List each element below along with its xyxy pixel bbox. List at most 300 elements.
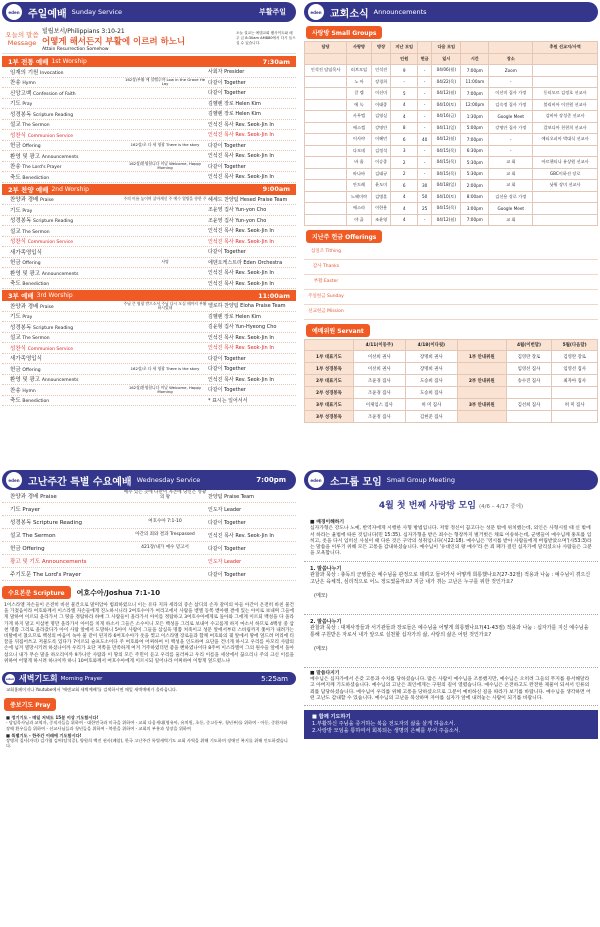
order-leader: 김윤형 집사 Yun-Hyeong Cho xyxy=(208,324,277,331)
table-cell: 볼리비아 이진원 선교사 xyxy=(533,99,598,111)
table-cell: 조윤경 집사 xyxy=(353,387,405,399)
table-cell xyxy=(305,88,347,100)
table-cell: 노 아 xyxy=(347,76,372,88)
order-leader: 인석진 목사 Rev. Seok-Jin In xyxy=(208,132,274,139)
table-cell: 4 xyxy=(391,214,418,226)
table-cell: - xyxy=(418,122,432,134)
table-cell xyxy=(457,411,506,423)
service-name: 3부 예배 xyxy=(8,292,34,300)
order-item-ko: 설교 xyxy=(10,335,21,342)
table-row xyxy=(305,111,598,123)
table-cell xyxy=(305,157,347,169)
table-cell: 이선희 권사 xyxy=(353,363,405,375)
table-cell: 바 울 xyxy=(347,157,372,169)
table-row xyxy=(305,375,598,387)
order-row xyxy=(2,322,296,333)
order-row xyxy=(2,279,296,290)
order-row xyxy=(2,162,296,173)
table-cell: 9 xyxy=(391,65,418,77)
section-title-en: Sunday Service xyxy=(71,8,123,16)
table-cell: - xyxy=(418,157,432,169)
sg-header-cell: 담당 xyxy=(305,42,347,54)
order-item-ko: 찬양과 경배 xyxy=(10,303,39,310)
table-cell: 7:00pm xyxy=(461,88,489,100)
table-cell: 조윤경 집사 xyxy=(353,375,405,387)
table-cell: 허 미 집사 xyxy=(405,399,457,411)
order-item-ko: 축도 xyxy=(10,281,21,288)
table-cell: 이한용 xyxy=(371,203,391,215)
table-cell xyxy=(533,203,598,215)
question-2-head: 2. 말씀나누기 xyxy=(310,618,342,625)
small-groups-label: 사랑방 Small Groups xyxy=(306,26,382,39)
order-item-en: Offering xyxy=(22,367,41,373)
table-cell: 1:30pm xyxy=(461,111,489,123)
sg-header-cell: 지난 모임 xyxy=(391,42,418,54)
order-row xyxy=(2,568,296,581)
offering-row xyxy=(304,290,598,305)
table-cell: 교 회 xyxy=(489,180,533,192)
table-cell xyxy=(305,99,347,111)
table-cell: 장명희 권사 xyxy=(405,363,457,375)
table-cell: 3부 안내위원 xyxy=(457,399,506,411)
order-item xyxy=(2,557,122,565)
small-groups-table xyxy=(304,41,598,226)
table-cell: GBC이하선 장로 xyxy=(533,168,598,180)
table-cell: 김영란 장로 xyxy=(552,351,598,363)
order-detail: 162장/초 다 새 영광 There is the story xyxy=(130,142,200,148)
table-cell: 강명안 집사 가정 xyxy=(489,122,533,134)
special-prayer-items: 장병희 집사(자녀) 김가엽 김씨(담석증), 양원희 백진 권사(폐암), 한국 고난주간 특별새벽기도 교회 사역을 위해 기도하며 장애인 복지를 위해 인도하겠습니다. xyxy=(6,738,288,749)
order-leader: 엘로하 찬양팀 Eloha Praise Team xyxy=(208,303,286,310)
table-cell: 윤도미 xyxy=(371,180,391,192)
table-cell xyxy=(552,411,598,423)
order-item-ko: 성경봉독 xyxy=(10,111,32,118)
order-item-ko: 기도 xyxy=(10,207,21,214)
order-leader: 인석진 목사 Rev. Seok-Jin In xyxy=(208,153,274,160)
order-item-en: The Lord's Prayer xyxy=(22,165,62,171)
section-title: 소그룹 모임 xyxy=(330,476,382,488)
closing-text: 예수님은 십자가에서 온갖 고통과 수치를 당하셨습니다. 많은 사람이 예수님을 조롱했지만, 예수님은 오히려 그들의 무지를 용서해달라고 아버지께 기도하셨습니다. 예수님의 고난은 죄인에게는 구원의 길이 열렸습니다. 예수님은 온전하고도 완전한 제물이 되셔서 인류의 죄를 담당하셨습니다. 예수님이 우리를 위해 고통을 당하셨으므로 그분이 예비하신 길을 따라가 보기를 바랍니다. 예수님을 생각하면 어떤 고난도 감내할 수 있습니다. 예수님의 고난을 묵상하며 자아를 십자가 앞에 내려놓는 사람이 되기를 바랍니다. xyxy=(310,677,591,701)
order-row xyxy=(2,354,296,365)
order-leader: 인석진 목사 Rev. Seok-Jin In xyxy=(208,334,274,341)
question-1-memo: (메모) xyxy=(314,593,328,600)
offering-kind: 주일헌금 Sunday xyxy=(308,294,344,299)
table-cell: 04/15(목) xyxy=(432,168,461,180)
sg-subheader-cell: 일시 xyxy=(432,53,461,65)
order-row xyxy=(2,542,296,555)
background-head: ■ 배경이해하기 xyxy=(310,520,345,525)
service-time: 9:00am xyxy=(262,185,290,193)
sunday-worship-banner xyxy=(2,2,296,22)
table-cell: 김선희 집사 xyxy=(506,399,552,411)
servant-header-cell: 4월(이번달) xyxy=(506,340,552,351)
order-detail: 162장/초 다 새 영광 There is the story xyxy=(130,365,200,371)
table-cell xyxy=(305,180,347,192)
order-item xyxy=(2,120,122,128)
section-title: 주일예배 xyxy=(28,8,67,20)
church-logo: eden xyxy=(6,4,22,20)
church-logo: eden xyxy=(308,472,324,488)
order-item-en: Praise xyxy=(40,198,54,204)
table-cell: 04/12(월) xyxy=(432,214,461,226)
table-cell: - xyxy=(489,134,533,146)
order-detail: 162장/부활 에 할렐루야 Low in the Grave He Lay xyxy=(124,77,206,87)
service-name: 2부 찬양 예배 xyxy=(8,185,49,194)
table-cell xyxy=(305,191,347,203)
order-item-en: Invocation xyxy=(40,70,64,76)
table-cell: 허 미 집사 xyxy=(552,399,598,411)
order-item-ko: 광고 및 기도 xyxy=(10,559,41,565)
order-leader: 다같이 Together xyxy=(208,519,246,526)
order-item xyxy=(2,206,122,214)
order-item xyxy=(2,544,122,552)
group-prayer-1: 1.부활하신 주님을 증거하는 복음 전도자의 삶을 살게 하옵소서. xyxy=(312,721,456,728)
order-leader: 인석진 목사 Rev. Seok-Jin In xyxy=(208,345,274,352)
order-item-en: Offering xyxy=(22,546,45,552)
sg-subheader-cell: 시간 xyxy=(461,53,489,65)
table-cell: 5:30pm xyxy=(461,168,489,180)
order-item-ko: 기도 xyxy=(10,507,21,513)
table-cell xyxy=(305,134,347,146)
order-item-en: Confession of Faith xyxy=(33,91,76,97)
order-item xyxy=(2,492,122,500)
order-leader: 다같이 Together xyxy=(208,366,246,373)
offering-kind: 부활 Easter xyxy=(313,279,339,284)
order-row xyxy=(2,141,296,152)
order-item-ko: 성찬식 xyxy=(10,132,26,139)
order-item-ko: 헌금 xyxy=(10,546,21,552)
order-item-ko: 성찬식 xyxy=(10,345,26,352)
order-item-en: Communion Service xyxy=(27,240,73,246)
order-item xyxy=(2,195,122,203)
table-cell: - xyxy=(489,76,533,88)
announcements-section xyxy=(304,2,598,458)
table-cell: 송수진 집사 xyxy=(506,375,552,387)
order-leader: 헤세드 찬양팀 Hesed Praise Team xyxy=(208,196,288,203)
table-cell: 1부 성경봉독 xyxy=(305,363,354,375)
table-cell xyxy=(305,168,347,180)
table-cell: 1부 안내위원 xyxy=(457,351,506,363)
table-cell: 7:00pm xyxy=(461,214,489,226)
group-prayer-2: 2.사랑방 모임을 통하여서 회복되는 생명의 은혜를 부어 주옵소서. xyxy=(312,728,461,735)
offering-row xyxy=(304,260,598,275)
section-title-en: Small Group Meeting xyxy=(386,476,455,484)
table-cell: 04/12(월) xyxy=(432,88,461,100)
table-cell: 5 xyxy=(391,88,418,100)
worship-services xyxy=(2,56,296,406)
order-item-en: Announcements xyxy=(41,271,79,277)
order-leader: 김헬렌 장로 Helen Kim xyxy=(208,111,261,118)
order-item-ko: 환영 및 광고 xyxy=(10,377,41,384)
table-cell: 에스겔 xyxy=(347,122,372,134)
background-section xyxy=(304,517,598,562)
table-cell: 04/15(목) xyxy=(432,145,461,157)
table-cell xyxy=(552,387,598,399)
table-cell: 2:00pm xyxy=(461,180,489,192)
order-item-ko: 찬송 xyxy=(10,80,21,87)
table-row xyxy=(305,214,598,226)
order-item-en: Offering xyxy=(22,144,41,150)
order-item-en: The Sermon xyxy=(22,533,56,539)
table-cell xyxy=(506,411,552,423)
order-row xyxy=(2,205,296,216)
table-cell: 이태종 xyxy=(371,99,391,111)
morning-prayer-note: 교회홈페이지나 Youtube에서 '에덴교회 새벽예배'를 검색하시면 매일 새벽예배가 올라옵니다. xyxy=(6,687,178,693)
order-leader: 조윤영 집사 Yun-yon Cho xyxy=(208,207,267,214)
sg-header-cell: 후원 선교지/사역 xyxy=(533,42,598,54)
table-row xyxy=(305,168,598,180)
table-cell: 강명안 xyxy=(371,122,391,134)
order-item xyxy=(2,505,122,513)
table-cell xyxy=(305,145,347,157)
service-name-en: 2nd Worship xyxy=(51,185,89,193)
sg-header-cell xyxy=(489,42,533,54)
order-item-ko: 새가족영입식 xyxy=(10,249,42,256)
table-row xyxy=(305,351,598,363)
order-item xyxy=(2,531,122,539)
order-item xyxy=(2,162,122,170)
table-cell xyxy=(305,122,347,134)
table-cell: - xyxy=(418,111,432,123)
table-cell: 이혜민 xyxy=(371,134,391,146)
order-item-ko: 환영 및 광고 xyxy=(10,153,41,160)
special-prayer-head: ■ 특별기도 - 한주간 이래에 기도합시다! xyxy=(6,732,82,738)
table-row xyxy=(305,411,598,423)
table-cell xyxy=(533,214,598,226)
table-cell xyxy=(533,65,598,77)
order-leader: 다같이 Together xyxy=(208,355,246,362)
table-cell: 다모데 xyxy=(347,145,372,157)
order-item xyxy=(2,152,122,160)
question-2 xyxy=(304,615,598,668)
table-cell: - xyxy=(418,145,432,157)
table-cell: 11:00am xyxy=(461,76,489,88)
order-item xyxy=(2,344,122,352)
order-item-ko: 임재의 기원 xyxy=(10,69,39,76)
order-item xyxy=(2,386,122,394)
order-leader: 인석진 목사 Rev. Seok-Jin In xyxy=(208,280,274,287)
order-leader: 인석진 목사 Rev. Seok-Jin In xyxy=(208,228,274,235)
order-leader: 인석진 목사 Rev. Seok-Jin In xyxy=(208,174,274,181)
table-row xyxy=(305,145,598,157)
table-cell: 3 xyxy=(391,145,418,157)
question-1-text: 관찰과 묵상 : 총독의 군병들은 예수님을 관정으로 데려고 들어가서 어떻게 희롱했나요?(27-32절) 적용과 나눔 : 예수님이 겪으신 고난은 육체적, 심리적으로 어느 정도였을까요? 지금 내가 겪는 고난은 누구를 위한 것인가요? xyxy=(310,572,591,585)
order-item-ko: 축도 xyxy=(10,174,21,181)
order-leader: * 표시는 일어서서 xyxy=(208,397,248,404)
order-item xyxy=(2,78,122,86)
morning-prayer-title: 새벽기도회 xyxy=(19,674,58,684)
sg-subheader-cell: 장소 xyxy=(489,53,533,65)
servant-header-row xyxy=(305,340,598,351)
table-cell: 4 xyxy=(391,203,418,215)
offering-row xyxy=(304,245,598,260)
order-item-ko: 축도 xyxy=(10,398,21,405)
order-leader: 다같이 Together xyxy=(208,163,246,170)
order-item-ko: 설교 xyxy=(10,228,21,235)
order-row xyxy=(2,490,296,503)
table-cell: 조윤정 집사 xyxy=(353,411,405,423)
table-cell: 임영선 집사 xyxy=(552,363,598,375)
order-item xyxy=(2,227,122,235)
meeting-subtitle: 4월 첫 번째 사랑방 모임 xyxy=(378,501,476,511)
order-item-ko: 설교 xyxy=(10,533,21,539)
wednesday-service-section xyxy=(2,470,296,925)
order-row xyxy=(2,88,296,99)
order-item-ko: 설교 xyxy=(10,122,21,129)
order-row xyxy=(2,120,296,131)
order-row xyxy=(2,503,296,516)
table-cell: 느헤미야 xyxy=(347,191,372,203)
order-leader: 에덴오케스트라 Eden Orchestra xyxy=(208,259,283,266)
order-row xyxy=(2,247,296,258)
offering-value xyxy=(348,290,598,304)
order-item-ko: 성경봉독 xyxy=(10,324,32,331)
table-cell: 8 xyxy=(391,122,418,134)
scripture-ref: 여호수아/Joshua 7:1-10 xyxy=(76,588,161,597)
table-cell xyxy=(533,145,598,157)
order-item-ko: 성찬식 xyxy=(10,239,26,246)
group-prayer-box xyxy=(304,710,598,739)
order-detail: 421장/내가 예수 믿고서 xyxy=(141,544,189,550)
service-name-en: 3rd Worship xyxy=(36,292,73,299)
order-item-en: Pray xyxy=(22,102,33,108)
table-cell xyxy=(305,111,347,123)
table-cell: 김영실 xyxy=(371,111,391,123)
order-leader: 다같이 Together xyxy=(208,571,246,578)
table-cell: 김정석 xyxy=(371,145,391,157)
table-cell: 04/16(금) xyxy=(432,111,461,123)
order-item xyxy=(2,518,122,526)
order-item-en: Scripture Reading xyxy=(33,219,74,225)
table-cell: 김태규 xyxy=(371,168,391,180)
order-item xyxy=(2,99,122,107)
order-row xyxy=(2,109,296,120)
order-item-en: The Sermon xyxy=(22,336,50,342)
sg-header-cell: 다음 모임 xyxy=(432,42,461,54)
order-item xyxy=(2,396,122,404)
order-item-en: Pray xyxy=(22,208,33,214)
table-cell: 4 xyxy=(391,111,418,123)
order-item-en: Benediction xyxy=(22,399,50,405)
table-cell: 김선용 장로 가정 xyxy=(489,191,533,203)
table-cell: 도승희 집사 xyxy=(405,387,457,399)
service-name-en: 1st Worship xyxy=(51,58,87,65)
table-cell: 러브모임 xyxy=(347,65,372,77)
table-cell: 인석진 담임목사 xyxy=(305,65,347,77)
order-row xyxy=(2,226,296,237)
offering-value xyxy=(348,245,598,259)
order-item xyxy=(2,248,122,256)
order-item-en: Benediction xyxy=(22,282,50,288)
wednesday-order xyxy=(2,490,296,581)
regular-prayer-items: - 담임목사님과 교역자, 중직자들을 위하여 - 대한민국과 미국을 위하여 - 교회 다음세대(영유아, 유치원, 초등, 중고등부, 청년부)를 위하여 - 아동, 중환자와 장애 환우들을 위하여 - 선교사님들과 청년들을 위하여 - 북한을 위하여 - 교회의 부흥과 성장을 위하여 xyxy=(6,720,288,731)
table-cell xyxy=(533,191,598,203)
offering-value xyxy=(348,275,598,289)
order-row xyxy=(2,375,296,386)
table-cell: 8:00am xyxy=(461,191,489,203)
servant-header-cell: 4/18(이다윗) xyxy=(405,340,457,351)
order-row xyxy=(2,78,296,89)
table-row xyxy=(305,399,598,411)
table-row xyxy=(305,387,598,399)
intercession-label: 중보기도 Pray xyxy=(4,698,56,711)
order-item-ko: 헌금 xyxy=(10,366,21,373)
table-cell: 이제임스 집사 xyxy=(353,399,405,411)
table-cell: - xyxy=(418,65,432,77)
order-detail: 예수 있는 곳에 다만이 자존에 당신은 영광의 왕 xyxy=(123,490,207,500)
order-detail: 아간의 죄와 결과 Trespassed xyxy=(135,531,195,537)
order-item-en: Announcements xyxy=(41,559,87,565)
offerings-list xyxy=(304,245,598,320)
order-row xyxy=(2,385,296,396)
order-item xyxy=(2,173,122,181)
table-row xyxy=(305,99,598,111)
order-row xyxy=(2,516,296,529)
table-cell: - xyxy=(418,168,432,180)
order-item xyxy=(2,89,122,97)
sunday-worship-section xyxy=(2,2,296,458)
table-cell: Google Meet xyxy=(489,111,533,123)
order-detail: 여호수아 7:1-10 xyxy=(148,518,182,524)
order-detail: 사명 xyxy=(161,259,169,265)
offering-kind: 선교헌금 Mission xyxy=(308,309,344,314)
order-leader: 다같이 Together xyxy=(208,90,246,97)
table-cell: 바나바 xyxy=(347,168,372,180)
table-cell: 에 녹 xyxy=(347,99,372,111)
order-item xyxy=(2,365,122,373)
regular-prayer-head: ■ 정기기도 - 매일 저녁도 15분 이상 기도합시다! xyxy=(6,715,99,721)
table-cell: 동티모르 김정호 선교사 xyxy=(533,88,598,100)
table-cell: 2부 대표기도 xyxy=(305,375,354,387)
section-title: 교회소식 xyxy=(330,8,369,20)
order-item-ko: 기도 xyxy=(10,101,21,108)
section-title: 고난주간 특별 수요예배 xyxy=(28,476,132,488)
order-item-en: Scripture Reading xyxy=(33,325,74,331)
table-cell: 교 회 xyxy=(489,214,533,226)
order-detail: 162장/환영합니다 이날 Welcome, Happy Morning xyxy=(128,161,202,171)
table-cell: 낫워 장미 선교사 xyxy=(533,180,598,192)
order-leader: 인석진 목사 Rev. Seok-Jin In xyxy=(208,121,274,128)
table-cell: Google Meet xyxy=(489,203,533,215)
offering-value xyxy=(348,305,598,319)
table-cell: 도승희 집사 xyxy=(405,375,457,387)
sg-header-cell xyxy=(461,42,489,54)
table-cell xyxy=(533,76,598,88)
table-cell: - xyxy=(418,214,432,226)
order-leader: 인도자 Leader xyxy=(208,558,242,565)
order-item xyxy=(2,237,122,245)
order-item-ko: 헌금 xyxy=(10,260,21,267)
order-item-ko: 찬송 xyxy=(10,164,21,171)
order-row xyxy=(2,237,296,248)
service-bar xyxy=(2,184,296,195)
order-leader: 다같이 Together xyxy=(208,142,246,149)
order-item xyxy=(2,141,122,149)
table-cell: 04/10(토) xyxy=(432,191,461,203)
scripture-label: 수요본문 Scripture xyxy=(2,586,71,599)
table-cell: 김영란 장로 xyxy=(506,351,552,363)
order-row xyxy=(2,343,296,354)
table-cell: 4 xyxy=(391,191,418,203)
table-row xyxy=(305,157,598,169)
table-cell: 감비아 장성준 선교사 xyxy=(533,111,598,123)
table-cell: 5:30pm xyxy=(461,157,489,169)
table-cell: 장명희 권사 xyxy=(405,351,457,363)
table-cell: 김숙정 집사 가정 xyxy=(489,99,533,111)
table-cell: 2 xyxy=(391,168,418,180)
meeting-range: (4/6 – 4/17 중에) xyxy=(479,504,524,510)
order-item-en: Benediction xyxy=(22,175,50,181)
